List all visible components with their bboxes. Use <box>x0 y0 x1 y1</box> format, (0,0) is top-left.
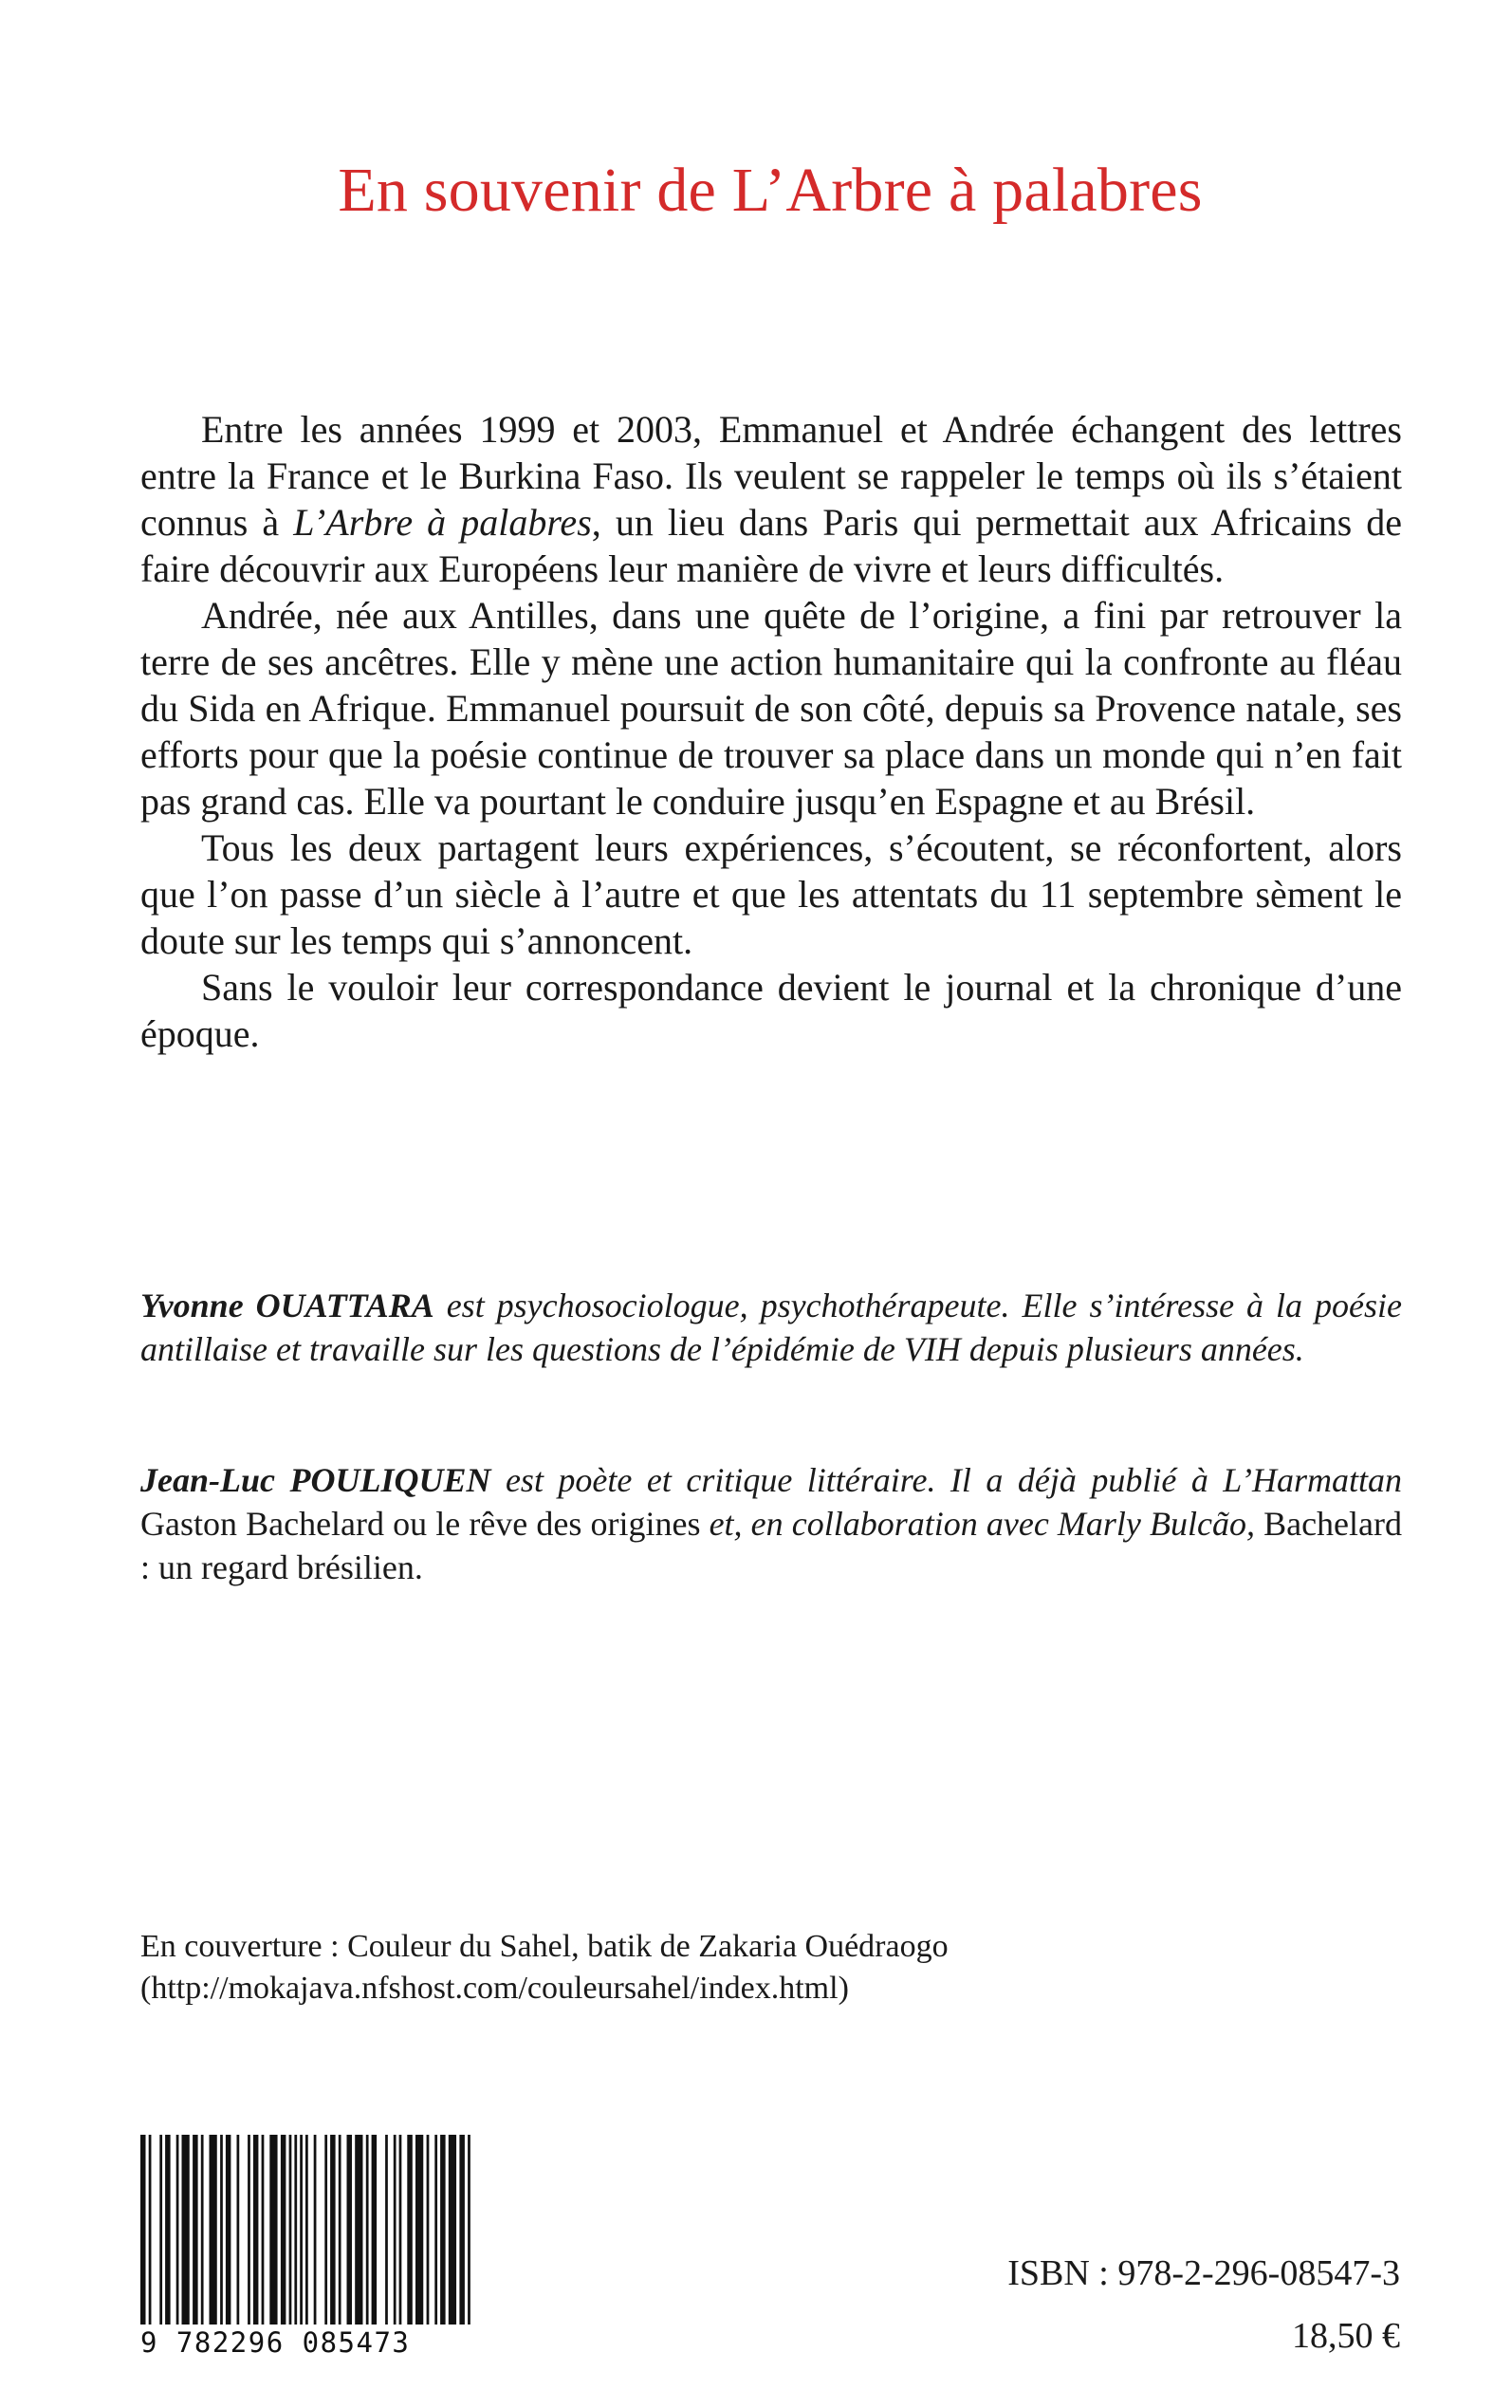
synopsis-paragraph-1: Entre les années 1999 et 2003, Emmanuel et Andrée échangent des lettres entre la France et le Burkina Faso. Ils veulent se rappeler le temps où ils s’étaient connus à L’Arbre à palabres, un lieu dans Paris qui permettait aux Africains de faire découvrir aux Européens leur manière de vivre et leurs difficultés. <box>140 408 1402 590</box>
barcode-bar <box>193 2135 198 2325</box>
barcode-bar <box>407 2135 413 2325</box>
synopsis-paragraph-2: Andrée, née aux Antilles, dans une quête de l’origine, a fini par retrouver la terre de ses ancêtres. Elle y mène une action humanitaire qui la confronte au fléau du Sida en Afrique. Emmanuel poursuit de son côté, depuis sa Provence natale, ses efforts pour que la poésie continue de trouver sa place dans un monde qui n’en fait pas grand cas. Elle va pourtant le conduire jusqu’en Espagne et au Brésil. <box>140 594 1402 823</box>
barcode-bar <box>440 2135 446 2325</box>
barcode-bar <box>415 2135 423 2325</box>
barcode-bar <box>300 2135 303 2325</box>
author-name: Yvonne OUATTARA <box>140 1287 434 1324</box>
book-reference: Bachelard : un regard brésilien. <box>140 1505 1402 1586</box>
synopsis-paragraph-4: Sans le vouloir leur correspondance devient le journal et la chronique d’une époque. <box>140 966 1402 1055</box>
barcode-bar <box>399 2135 402 2325</box>
author-name: Jean-Luc POULIQUEN <box>140 1461 491 1499</box>
author-bio-jean-luc: Jean-Luc POULIQUEN est poète et critique littéraire. Il a déjà publié à L’Harmattan Gaston Bachelard ou le rêve des origines et, en collaboration avec Marly Bulcão, Bachelard : un regard brésilien. <box>140 1461 1402 1586</box>
barcode-bar <box>355 2135 362 2325</box>
isbn: ISBN : 978-2-296-08547-3 <box>1007 2253 1400 2293</box>
barcode-bar <box>305 2135 308 2325</box>
barcode-digits: 9 782296 085473 <box>140 2326 411 2359</box>
barcode-bar <box>459 2135 465 2325</box>
barcode-bar <box>468 2135 470 2325</box>
barcode-bar <box>324 2135 327 2325</box>
barcode-bar <box>366 2135 369 2325</box>
barcode-bar <box>314 2135 317 2325</box>
barcode-bar <box>449 2135 456 2325</box>
barcode-bar <box>330 2135 336 2325</box>
barcode-bar <box>226 2135 231 2325</box>
barcode-bar <box>289 2135 292 2325</box>
barcode-bar <box>427 2135 430 2325</box>
barcode-bar <box>159 2135 162 2325</box>
barcode-bar <box>372 2135 378 2325</box>
synopsis <box>140 406 1402 1057</box>
barcode-bar <box>176 2135 179 2325</box>
barcode-bar <box>182 2135 190 2325</box>
barcode-bar <box>281 2135 286 2325</box>
book-title: En souvenir de L’Arbre à palabres <box>338 156 1203 225</box>
barcode-bar <box>434 2135 437 2325</box>
price: 18,50 € <box>1292 2316 1400 2356</box>
barcode-bar <box>347 2135 353 2325</box>
barcode-bar <box>140 2135 146 2325</box>
barcode-bar <box>201 2135 204 2325</box>
barcode-icon <box>140 2135 470 2325</box>
barcode-bar <box>253 2135 259 2325</box>
synopsis-paragraph-3: Tous les deux partagent leurs expériences, s’écoutent, se réconfortent, alors que l’on passe d’un siècle à l’autre et que les attentats du 11 septembre sèment le doute sur les temps qui s’annoncent. <box>140 826 1402 962</box>
barcode-bar <box>210 2135 217 2325</box>
book-reference: Gaston Bachelard ou le rêve des origines <box>140 1505 701 1543</box>
barcode-bar <box>269 2135 277 2325</box>
barcode-bar <box>220 2135 223 2325</box>
barcode-bar <box>385 2135 388 2325</box>
barcode-bar <box>394 2135 396 2325</box>
barcode-bar <box>149 2135 152 2325</box>
barcode-bar <box>248 2135 250 2325</box>
barcode-bar <box>237 2135 240 2325</box>
cover-credit: En couverture : Couleur du Sahel, batik de Zakaria Ouédraogo (http://mokajava.nfshost.com/couleursahel/index.html) <box>140 1929 949 2006</box>
barcode-bar <box>165 2135 171 2325</box>
barcode-bar <box>262 2135 265 2325</box>
barcode-bar <box>339 2135 341 2325</box>
author-bio-yvonne: Yvonne OUATTARA est psychosociologue, psychothérapeute. Elle s’intéresse à la poésie antillaise et travaille sur les questions de l’épidémie de VIH depuis plusieurs années. <box>140 1287 1402 1368</box>
barcode-bar <box>294 2135 297 2325</box>
